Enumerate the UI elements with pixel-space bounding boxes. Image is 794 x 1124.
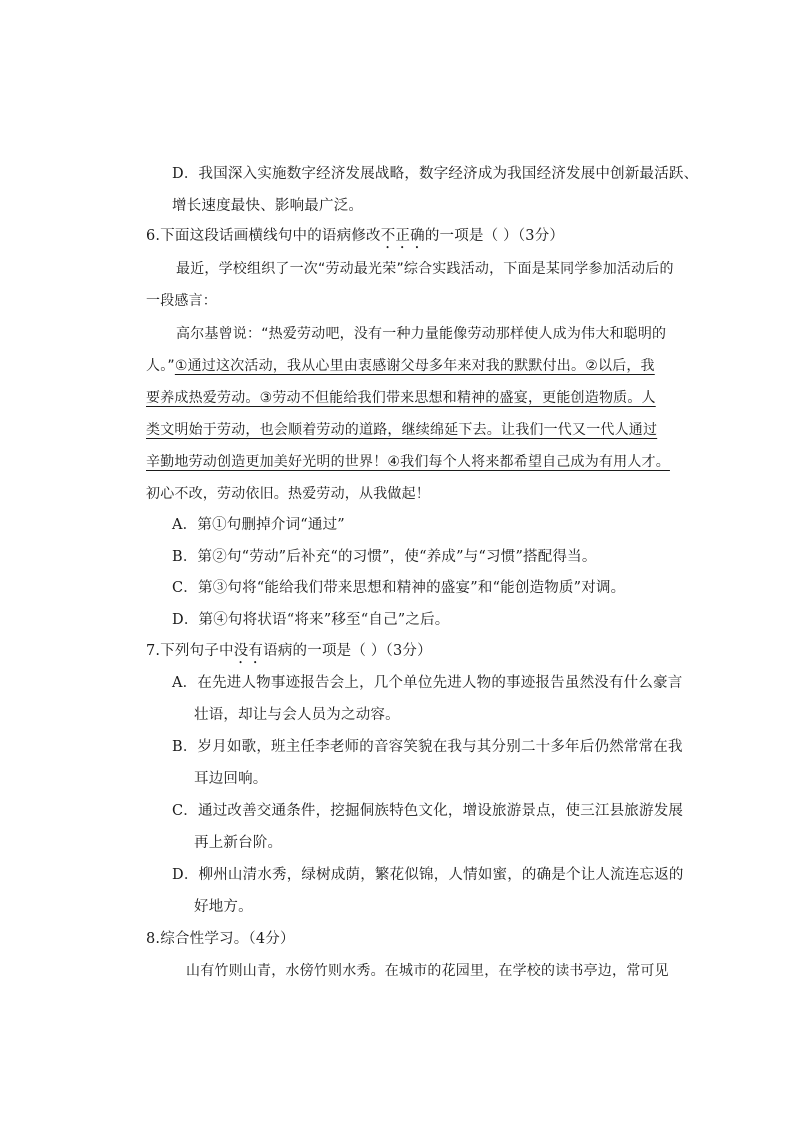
q6-stem — [146, 226, 564, 252]
q5-option-d-line2: 增长速度最快、影响最广泛。 — [172, 198, 364, 214]
q7-stem — [146, 641, 432, 667]
q6-passage-line4: 类文明始于劳动，也会顺着劳动的道路，继续绵延下去。让我们一代又一代人通过 — [146, 422, 658, 438]
q5-option-d-line1: D．我国深入实施数字经济发展战略，数字经济成为我国经济发展中创新最活跃、 — [172, 166, 699, 182]
q6-intro-line1: 最近，学校组织了一次“劳动最光荣”综合实践活动，下面是某同学参加活动后的 — [176, 261, 674, 277]
q6-passage-line6: 初心不改，劳动依旧。热爱劳动，从我做起！ — [146, 486, 430, 502]
q7-option-d-line1: D．柳州山清水秀，绿树成荫，繁花似锦，人情如蜜，的确是个让人流连忘返的 — [172, 867, 684, 883]
q7-stem-before: 7.下列句子中 — [146, 643, 234, 659]
q7-stem-emphasis: 没有 — [233, 643, 264, 659]
q6-option-d: D．第④句将状语“将来”移至“自己”之后。 — [172, 612, 450, 628]
q8-stem: 8.综合性学习。（4分） — [146, 931, 295, 947]
q6-intro-line2: 一段感言： — [146, 293, 217, 309]
q7-option-a-line1: A．在先进人物事迹报告会上，几个单位先进人物的事迹报告虽然没有什么豪言 — [172, 675, 683, 691]
q7-option-b-line2: 耳边回响。 — [194, 771, 268, 787]
q8-passage-line1: 山有竹则山青，水傍竹则水秀。在城市的花园里，在学校的读书亭边，常可见 — [186, 963, 669, 979]
q7-option-b-line1: B．岁月如歌，班主任李老师的音容笑貌在我与其分别二十多年后仍然常常在我 — [172, 739, 683, 755]
q7-option-c-line1: C．通过改善交通条件，挖掘侗族特色文化，增设旅游景点，使三江县旅游发展 — [172, 803, 684, 819]
q6-passage-line5: 辛勤地劳动创造更加美好光明的世界！④我们每个人将来都希望自己成为有用人才。 — [146, 454, 670, 470]
q6-passage-line2 — [146, 356, 655, 376]
q7-option-a-line2: 壮语，却让与会人员为之动容。 — [194, 707, 400, 723]
q7-stem-after: 语病的一项是（ ）（3分） — [263, 643, 432, 659]
q7-option-c-line2: 再上新台阶。 — [194, 835, 283, 851]
q7-option-d-line2: 好地方。 — [194, 899, 253, 915]
q6-option-c: C．第③句将“能给我们带来思想和精神的盛宴”和“能创造物质”对调。 — [172, 580, 626, 596]
q6-stem-before: 6.下面这段话画横线句中的语病修改 — [146, 228, 381, 244]
q6-option-b: B．第②句“劳动”后补充“的习惯”，使“养成”与“习惯”搭配得当。 — [172, 549, 597, 565]
q6-passage-line3: 要养成热爱劳动。③劳动不但能给我们带来思想和精神的盛宴，更能创造物质。人 — [146, 390, 656, 406]
q6-stem-after: 的一项是（ ）（3分） — [424, 228, 565, 244]
q6-option-a: A．第①句删掉介词“通过” — [172, 517, 345, 533]
q6-stem-emphasis: 不正确 — [380, 228, 425, 244]
q6-passage-line1: 高尔基曾说：“热爱劳动吧，没有一种力量能像劳动那样使人成为伟大和聪明的 — [176, 326, 667, 342]
q6-passage-line2-plain: 人。” — [146, 358, 175, 374]
q6-underlined-sentence-1-2: ①通过这次活动，我从心里由衷感谢父母多年来对我的默默付出。②以后，我 — [174, 358, 655, 374]
